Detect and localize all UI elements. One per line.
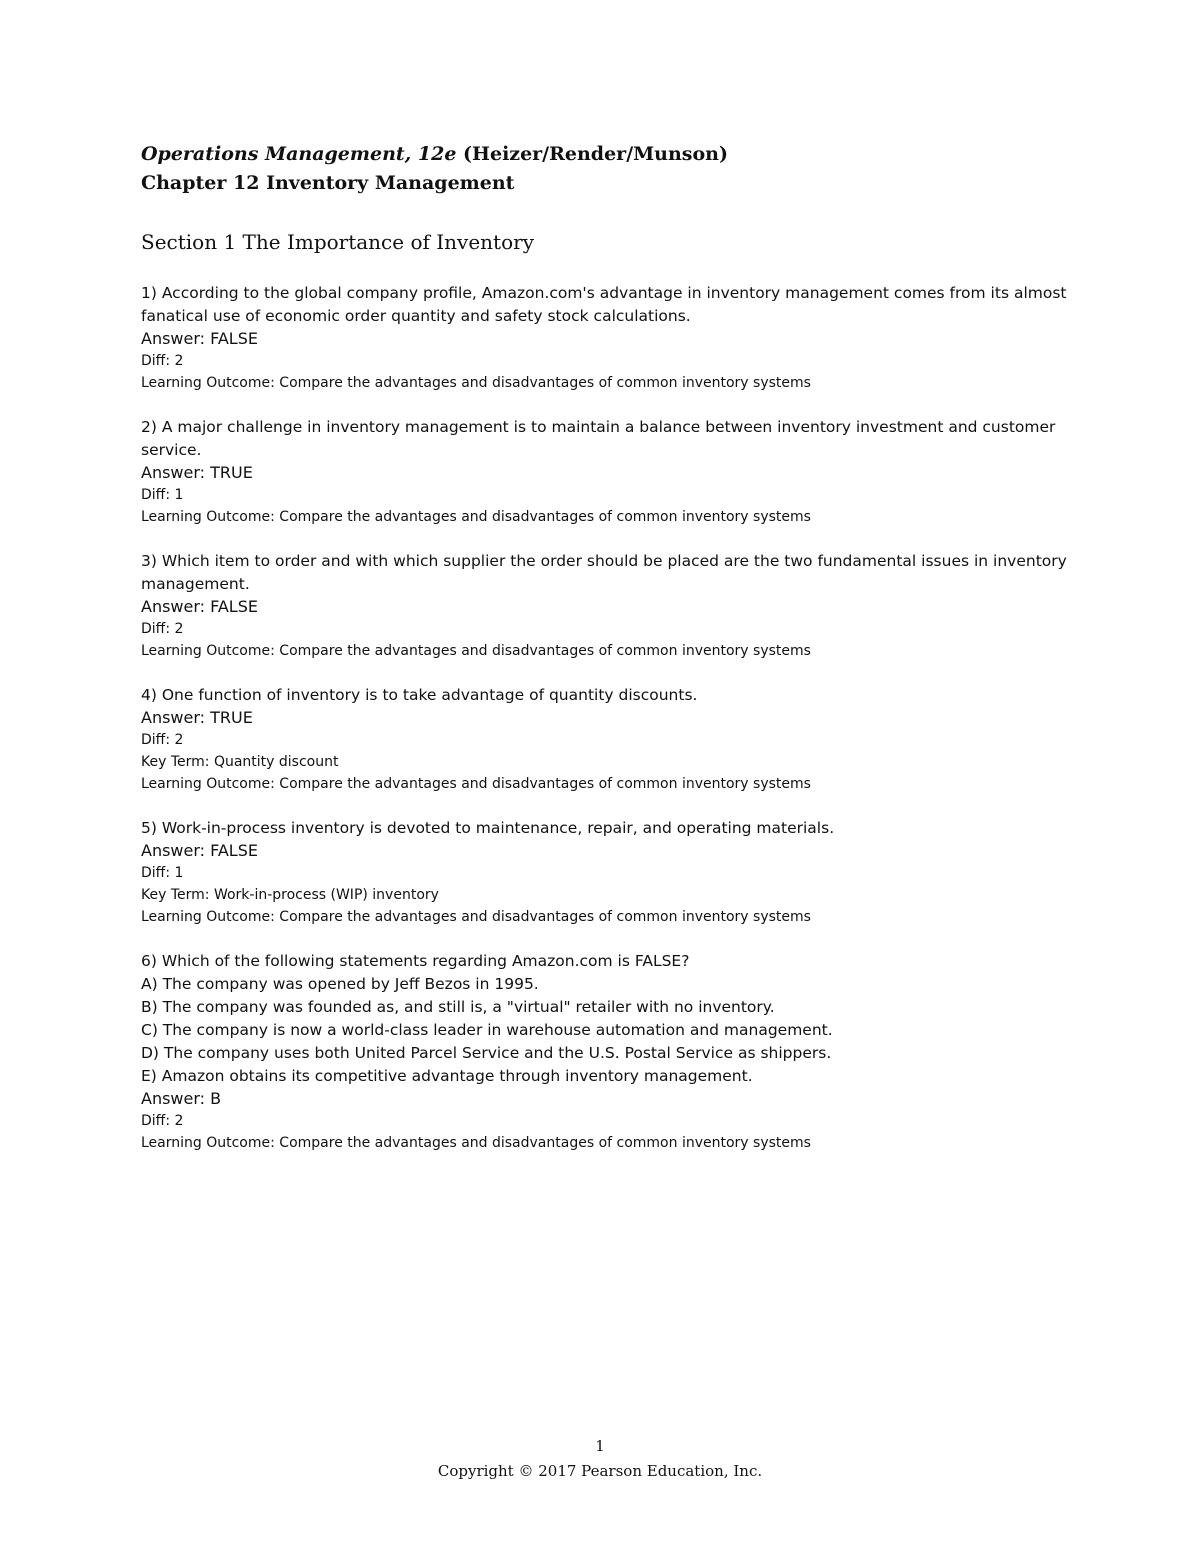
answer-line: [141, 1088, 1071, 1110]
question-text: 5) Work-in-process inventory is devoted to maintenance, repair, and operating materials.: [141, 819, 835, 837]
learning-outcome-line-value: Compare the advantages and disadvantages of common inventory systems: [279, 509, 811, 525]
answer-line-label: Answer:: [141, 329, 211, 348]
learning-outcome-line-label: Learning Outcome:: [141, 909, 280, 925]
answer-line: [141, 328, 1071, 350]
learning-outcome-line: [141, 773, 1071, 795]
difficulty-line-value: 1: [174, 865, 184, 881]
difficulty-line-value: 1: [174, 487, 184, 503]
page-content: [141, 140, 1071, 1176]
key-term-line: [141, 751, 1071, 773]
learning-outcome-line: [141, 372, 1071, 394]
answer-line-value: FALSE: [210, 329, 258, 348]
question-item: [141, 416, 1071, 528]
difficulty-line: [141, 350, 1071, 372]
answer-line-label: Answer:: [141, 841, 211, 860]
learning-outcome-line-label: Learning Outcome:: [141, 643, 280, 659]
difficulty-line-label: Diff:: [141, 353, 175, 369]
difficulty-line-label: Diff:: [141, 732, 175, 748]
difficulty-line-value: 2: [174, 353, 184, 369]
question-text: 6) Which of the following statements regarding Amazon.com is FALSE?: [141, 952, 690, 970]
difficulty-line: [141, 618, 1071, 640]
answer-line-value: B: [210, 1089, 222, 1108]
difficulty-line: [141, 729, 1071, 751]
question-text: 3) Which item to order and with which supplier the order should be placed are the two fundamental issues in inventory management.: [141, 552, 1067, 593]
key-term-line: [141, 884, 1071, 906]
learning-outcome-line-label: Learning Outcome:: [141, 509, 280, 525]
learning-outcome-line: [141, 506, 1071, 528]
answer-option: E) Amazon obtains its competitive advantage through inventory management.: [141, 1067, 753, 1085]
answer-line: [141, 462, 1071, 484]
difficulty-line-label: Diff:: [141, 865, 175, 881]
answer-line-value: TRUE: [210, 708, 253, 727]
question-item: [141, 282, 1071, 394]
difficulty-line-label: Diff:: [141, 487, 175, 503]
question-text: 1) According to the global company profile, Amazon.com's advantage in inventory management comes from its almost fanatical use of economic order quantity and safety stock calculations.: [141, 284, 1067, 325]
key-term-line-value: Work-in-process (WIP) inventory: [213, 887, 439, 903]
learning-outcome-line-value: Compare the advantages and disadvantages of common inventory systems: [279, 375, 811, 391]
key-term-line-value: Quantity discount: [213, 754, 339, 770]
question-text: 4) One function of inventory is to take advantage of quantity discounts.: [141, 686, 698, 704]
section-heading: Section 1 The Importance of Inventory: [141, 230, 534, 254]
question-list: [141, 282, 1071, 1154]
difficulty-line: [141, 484, 1071, 506]
difficulty-line-value: 2: [174, 1113, 184, 1129]
difficulty-line-label: Diff:: [141, 621, 175, 637]
difficulty-line-value: 2: [174, 732, 184, 748]
answer-option: C) The company is now a world-class leader in warehouse automation and management.: [141, 1021, 833, 1039]
answer-line: [141, 707, 1071, 729]
learning-outcome-line: [141, 906, 1071, 928]
difficulty-line: [141, 1110, 1071, 1132]
learning-outcome-line-value: Compare the advantages and disadvantages of common inventory systems: [279, 643, 811, 659]
learning-outcome-line-label: Learning Outcome:: [141, 1135, 280, 1151]
answer-line: [141, 596, 1071, 618]
copyright-notice: Copyright © 2017 Pearson Education, Inc.: [437, 1462, 763, 1480]
page-number: 1: [595, 1437, 605, 1455]
answer-option: D) The company uses both United Parcel Service and the U.S. Postal Service as shippers.: [141, 1044, 832, 1062]
key-term-line-label: Key Term:: [141, 887, 214, 903]
book-title-line: [141, 140, 1071, 169]
answer-line-value: FALSE: [210, 597, 258, 616]
key-term-line-label: Key Term:: [141, 754, 214, 770]
learning-outcome-line-label: Learning Outcome:: [141, 776, 280, 792]
learning-outcome-line-value: Compare the advantages and disadvantages of common inventory systems: [279, 776, 811, 792]
learning-outcome-line: [141, 640, 1071, 662]
learning-outcome-line-label: Learning Outcome:: [141, 375, 280, 391]
book-authors: (Heizer/Render/Munson): [456, 143, 728, 165]
question-item: [141, 950, 1071, 1154]
answer-line-label: Answer:: [141, 1089, 211, 1108]
answer-option: A) The company was opened by Jeff Bezos in 1995.: [141, 975, 539, 993]
difficulty-line-label: Diff:: [141, 1113, 175, 1129]
answer-line-label: Answer:: [141, 708, 211, 727]
learning-outcome-line-value: Compare the advantages and disadvantages of common inventory systems: [279, 909, 811, 925]
learning-outcome-line: [141, 1132, 1071, 1154]
chapter-title: Chapter 12 Inventory Management: [141, 172, 515, 194]
answer-line: [141, 840, 1071, 862]
difficulty-line: [141, 862, 1071, 884]
answer-line-label: Answer:: [141, 463, 211, 482]
book-title: Operations Management, 12e: [141, 143, 457, 165]
question-item: [141, 817, 1071, 928]
answer-option: B) The company was founded as, and still is, a "virtual" retailer with no inventory.: [141, 998, 775, 1016]
difficulty-line-value: 2: [174, 621, 184, 637]
question-text: 2) A major challenge in inventory management is to maintain a balance between inventory investment and customer service.: [141, 418, 1056, 459]
learning-outcome-line-value: Compare the advantages and disadvantages of common inventory systems: [279, 1135, 811, 1151]
answer-line-value: TRUE: [210, 463, 253, 482]
answer-line-label: Answer:: [141, 597, 211, 616]
question-item: [141, 684, 1071, 795]
question-item: [141, 550, 1071, 662]
answer-line-value: FALSE: [210, 841, 258, 860]
